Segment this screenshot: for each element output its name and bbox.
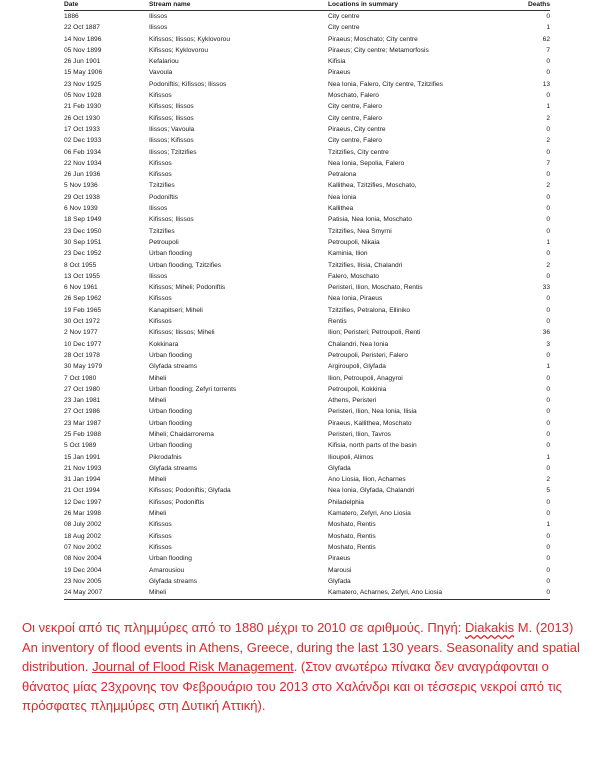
cell-stream-name: Tzitzifies bbox=[149, 227, 175, 235]
cell-locations: Moschato, Falero bbox=[328, 92, 379, 100]
cell-locations: Philadelphia bbox=[328, 498, 364, 506]
table-row bbox=[64, 327, 550, 338]
table-row bbox=[64, 576, 550, 587]
cell-deaths: 0 bbox=[546, 58, 550, 66]
table-row bbox=[64, 67, 550, 78]
cell-date: 1886 bbox=[64, 13, 79, 20]
cell-date: 26 Jun 1936 bbox=[64, 171, 101, 179]
cell-deaths: 0 bbox=[546, 397, 550, 405]
table-row bbox=[64, 316, 550, 327]
cell-date: 5 Oct 1989 bbox=[64, 442, 97, 450]
cell-stream-name: Miheli; Chaidarrorema bbox=[149, 430, 214, 438]
cell-stream-name: Vavoula bbox=[149, 69, 173, 77]
header-date: Date bbox=[64, 1, 79, 8]
cell-deaths: 0 bbox=[546, 374, 550, 382]
cell-locations: Petralona bbox=[328, 171, 357, 179]
cell-stream-name: Miheli bbox=[149, 374, 167, 382]
cell-locations: Nea Ionia, Falero, City centre, Tzitzifies bbox=[328, 80, 443, 88]
cell-date: 31 Jan 1994 bbox=[64, 476, 101, 484]
cell-locations: Ilion, Petroupoli, Anagyroi bbox=[328, 374, 403, 382]
cell-stream-name: Kifissos bbox=[149, 532, 172, 540]
cell-stream-name: Ilissos; Kifissos bbox=[149, 137, 194, 145]
cell-locations: Peristeri, Ilion, Tavros bbox=[328, 430, 391, 438]
cell-date: 17 Oct 1933 bbox=[64, 125, 100, 133]
table-row bbox=[64, 553, 550, 564]
cell-deaths: 0 bbox=[546, 272, 550, 280]
cell-locations: Glyfada bbox=[328, 577, 351, 585]
cell-stream-name: Kifissos; Ilissos; Miheli bbox=[149, 329, 215, 337]
table-row bbox=[64, 147, 550, 158]
table-row bbox=[64, 34, 550, 45]
cell-date: 30 Sep 1951 bbox=[64, 238, 102, 246]
table-row bbox=[64, 203, 550, 214]
cell-date: 15 Jan 1991 bbox=[64, 453, 101, 461]
table-row bbox=[64, 180, 550, 191]
cell-deaths: 1 bbox=[546, 453, 550, 461]
cell-date: 27 Oct 1980 bbox=[64, 385, 100, 393]
table-row bbox=[64, 169, 550, 180]
table-row bbox=[64, 542, 550, 553]
cell-locations: Piraeus; Moschato; City centre bbox=[328, 35, 418, 43]
cell-deaths: 0 bbox=[546, 125, 550, 133]
cell-stream-name: Glyfada streams bbox=[149, 363, 198, 371]
cell-deaths: 0 bbox=[546, 385, 550, 393]
table-row bbox=[64, 519, 550, 530]
cell-date: 5 Nov 1936 bbox=[64, 182, 98, 190]
caption-text-part-1: Οι νεκροί από τις πλημμύρες από το 1880 μέχρι το 2010 σε αριθμούς. Πηγή: bbox=[22, 620, 465, 635]
cell-stream-name: Miheli bbox=[149, 476, 167, 484]
cell-date: 06 Feb 1934 bbox=[64, 148, 102, 156]
table-row bbox=[64, 260, 550, 271]
cell-date: 8 Oct 1955 bbox=[64, 261, 97, 269]
cell-locations: Kallithea bbox=[328, 205, 354, 213]
header-stream-name: Stream name bbox=[149, 1, 191, 8]
cell-date: 23 Jan 1981 bbox=[64, 397, 101, 405]
cell-date: 23 Dec 1950 bbox=[64, 227, 102, 235]
cell-stream-name: Miheli bbox=[149, 510, 167, 518]
cell-date: 21 Oct 1994 bbox=[64, 487, 100, 495]
cell-date: 14 Nov 1896 bbox=[64, 35, 102, 43]
cell-locations: Moshato, Rentis bbox=[328, 543, 376, 551]
cell-date: 22 Nov 1934 bbox=[64, 159, 102, 167]
cell-deaths: 3 bbox=[546, 340, 550, 348]
cell-stream-name: Ilissos bbox=[149, 205, 168, 213]
cell-locations: Marousi bbox=[328, 566, 352, 574]
cell-locations: Petroupoli, Nikaia bbox=[328, 238, 380, 246]
caption-text-part-2: M. (2013) An inventory of flood events in Athens, Greece, during the last 130 years. Seasonality and spatial distribution. bbox=[22, 620, 580, 675]
cell-deaths: 2 bbox=[546, 114, 550, 122]
cell-date: 21 Feb 1930 bbox=[64, 103, 102, 111]
cell-stream-name: Kanapitseri; Miheli bbox=[149, 306, 203, 314]
cell-locations: Glyfada bbox=[328, 464, 351, 472]
table-row bbox=[64, 214, 550, 225]
cell-deaths: 2 bbox=[546, 476, 550, 484]
table-row bbox=[64, 350, 550, 361]
cell-locations: Peristeri, Ilion, Nea Ionia, Ilisia bbox=[328, 408, 417, 416]
cell-deaths: 0 bbox=[546, 306, 550, 314]
table-row bbox=[64, 361, 550, 372]
cell-deaths: 0 bbox=[546, 318, 550, 326]
table-row bbox=[64, 339, 550, 350]
cell-stream-name: Kifissos; Ilissos bbox=[149, 114, 194, 122]
table-row bbox=[64, 565, 550, 576]
table-row bbox=[64, 373, 550, 384]
cell-deaths: 0 bbox=[546, 171, 550, 179]
cell-date: 7 Oct 1980 bbox=[64, 374, 97, 382]
cell-deaths: 0 bbox=[546, 295, 550, 303]
cell-stream-name: Ilissos; Tzitzifies bbox=[149, 148, 197, 156]
cell-stream-name: Kifissos; Kyklovorou bbox=[149, 46, 208, 54]
cell-stream-name: Miheli bbox=[149, 397, 167, 405]
cell-stream-name: Ilissos bbox=[149, 13, 168, 20]
cell-deaths: 0 bbox=[546, 498, 550, 506]
table-row bbox=[64, 406, 550, 417]
cell-locations: Kamatero, Zefyri, Ano Liosia bbox=[328, 510, 411, 518]
table-row bbox=[64, 192, 550, 203]
cell-deaths: 5 bbox=[546, 487, 550, 495]
cell-date: 26 Mar 1998 bbox=[64, 510, 102, 518]
table-row bbox=[64, 237, 550, 248]
cell-stream-name: Urban flooding, Tzitzifies bbox=[149, 261, 222, 269]
cell-locations: Ano Liosia, Ilion, Acharnes bbox=[328, 476, 406, 484]
cell-locations: Patisia, Nea Ionia, Moschato bbox=[328, 216, 412, 224]
cell-stream-name: Urban flooding bbox=[149, 555, 192, 563]
cell-stream-name: Ilissos bbox=[149, 272, 168, 280]
cell-deaths: 1 bbox=[546, 521, 550, 529]
cell-deaths: 0 bbox=[546, 250, 550, 258]
cell-locations: Tzitzifies, Ilisia, Chalandri bbox=[328, 261, 403, 269]
cell-locations: Nea Ionia bbox=[328, 193, 357, 201]
cell-date: 24 May 2007 bbox=[64, 589, 103, 597]
table-row bbox=[64, 45, 550, 56]
table-row bbox=[64, 90, 550, 101]
cell-stream-name: Pikrodafnis bbox=[149, 453, 182, 461]
cell-deaths: 0 bbox=[546, 351, 550, 359]
cell-date: 19 Feb 1965 bbox=[64, 306, 102, 314]
cell-stream-name: Urban flooding bbox=[149, 408, 192, 416]
cell-stream-name: Kifissos; Ilissos; Kyklovorou bbox=[149, 35, 230, 43]
cell-locations: City centre, Falero bbox=[328, 103, 382, 111]
cell-deaths: 2 bbox=[546, 182, 550, 190]
cell-date: 23 Dec 1952 bbox=[64, 250, 102, 258]
table-row bbox=[64, 395, 550, 406]
cell-deaths: 0 bbox=[546, 532, 550, 540]
cell-locations: City centre bbox=[328, 24, 360, 32]
cell-date: 30 Oct 1972 bbox=[64, 318, 100, 326]
cell-date: 28 Oct 1978 bbox=[64, 351, 100, 359]
table-row bbox=[64, 474, 550, 485]
cell-stream-name: Podoniftis bbox=[149, 193, 178, 201]
cell-stream-name: Ilissos; Vavoula bbox=[149, 125, 195, 133]
cell-deaths: 1 bbox=[546, 103, 550, 111]
cell-locations: City centre bbox=[328, 13, 360, 20]
cell-locations: Petroupoli, Kokkinia bbox=[328, 385, 387, 393]
cell-deaths: 33 bbox=[542, 284, 550, 292]
table-row bbox=[64, 271, 550, 282]
cell-date: 6 Nov 1961 bbox=[64, 284, 98, 292]
cell-stream-name: Glyfada streams bbox=[149, 577, 198, 585]
cell-stream-name: Urban flooding bbox=[149, 419, 192, 427]
cell-deaths: 0 bbox=[546, 92, 550, 100]
table-row bbox=[64, 485, 550, 496]
cell-locations: Kallithea, Tzitzifies, Moschato, bbox=[328, 182, 417, 190]
table-row bbox=[64, 158, 550, 169]
cell-deaths: 0 bbox=[546, 193, 550, 201]
cell-stream-name: Kefalariou bbox=[149, 58, 179, 66]
cell-date: 21 Nov 1993 bbox=[64, 464, 102, 472]
cell-deaths: 0 bbox=[546, 216, 550, 224]
cell-date: 18 Sep 1949 bbox=[64, 216, 102, 224]
cell-locations: Nea Ionia, Glyfada, Chalandri bbox=[328, 487, 415, 495]
cell-date: 26 Sep 1962 bbox=[64, 295, 102, 303]
cell-deaths: 0 bbox=[546, 69, 550, 77]
table-row bbox=[64, 248, 550, 259]
cell-deaths: 0 bbox=[546, 227, 550, 235]
cell-locations: Kifisia, north parts of the basin bbox=[328, 442, 417, 450]
cell-locations: Piraeus bbox=[328, 555, 351, 563]
table-row bbox=[64, 226, 550, 237]
cell-locations: Nea Ionia, Piraeus bbox=[328, 295, 383, 303]
cell-deaths: 0 bbox=[546, 589, 550, 597]
header-locations: Locations in summary bbox=[328, 1, 398, 8]
cell-locations: Moshato, Rentis bbox=[328, 521, 376, 529]
table-row bbox=[64, 113, 550, 124]
cell-stream-name: Kifissos; Ilissos bbox=[149, 216, 194, 224]
table-row bbox=[64, 79, 550, 90]
cell-stream-name: Kifissos bbox=[149, 159, 172, 167]
cell-date: 12 Dec 1997 bbox=[64, 498, 102, 506]
cell-date: 07 Nov 2002 bbox=[64, 543, 102, 551]
table-row bbox=[64, 508, 550, 519]
caption-text-part-3: . (Στον ανωτέρω πίνακα δεν αναγράφονται ο θάνατος μίας 23χρονης τον Φεβρουάριο του 2013 στο Χαλάνδρι και οι τέσσερις νεκροί από τις πρόσφατες πλημμύρες στη Δυτική Αττική). bbox=[22, 659, 562, 714]
cell-deaths: 0 bbox=[546, 566, 550, 574]
cell-stream-name: Miheli bbox=[149, 589, 167, 597]
cell-deaths: 1 bbox=[546, 24, 550, 32]
journal-link[interactable]: Journal of Flood Risk Management bbox=[92, 659, 294, 675]
cell-locations: Tzitzifies, City centre bbox=[328, 148, 389, 156]
cell-deaths: 0 bbox=[546, 419, 550, 427]
cell-date: 15 May 1906 bbox=[64, 69, 103, 77]
cell-stream-name: Kifissos bbox=[149, 171, 172, 179]
cell-locations: Piraeus, Kallithea, Moschato bbox=[328, 419, 412, 427]
cell-date: 23 Mar 1987 bbox=[64, 419, 102, 427]
cell-locations: Falero, Moschato bbox=[328, 272, 379, 280]
table-row bbox=[64, 11, 550, 22]
cell-date: 6 Nov 1939 bbox=[64, 205, 98, 213]
cell-deaths: 0 bbox=[546, 205, 550, 213]
cell-deaths: 0 bbox=[546, 430, 550, 438]
cell-date: 02 Dec 1933 bbox=[64, 137, 102, 145]
cell-locations: Tzitzifies, Nea Smyrni bbox=[328, 227, 392, 235]
table-body bbox=[64, 11, 550, 600]
cell-deaths: 7 bbox=[546, 46, 550, 54]
cell-stream-name: Glyfada streams bbox=[149, 464, 198, 472]
cell-date: 29 Oct 1938 bbox=[64, 193, 100, 201]
cell-stream-name: Kifissos bbox=[149, 295, 172, 303]
cell-locations: Rentis bbox=[328, 318, 347, 326]
cell-deaths: 0 bbox=[546, 464, 550, 472]
cell-date: 25 Feb 1988 bbox=[64, 430, 102, 438]
cell-stream-name: Ilissos bbox=[149, 24, 168, 32]
cell-deaths: 36 bbox=[542, 329, 550, 337]
cell-locations: Athens, Peristeri bbox=[328, 397, 377, 405]
table-header bbox=[64, 1, 550, 11]
cell-locations: Peristeri, Ilion, Moschato, Rentis bbox=[328, 284, 423, 292]
cell-locations: Nea Ionia, Sepolia, Falero bbox=[328, 159, 405, 167]
cell-locations: Kifisia bbox=[328, 58, 346, 66]
table-row bbox=[64, 22, 550, 33]
cell-locations: Chalandri, Nea Ionia bbox=[328, 340, 389, 348]
table-row bbox=[64, 440, 550, 451]
cell-locations: Ilion; Peristeri; Petroupoli, Renti bbox=[328, 329, 421, 337]
cell-date: 13 Oct 1955 bbox=[64, 272, 100, 280]
cell-date: 18 Aug 2002 bbox=[64, 532, 102, 540]
cell-stream-name: Kifissos; Ilissos bbox=[149, 103, 194, 111]
table-row bbox=[64, 124, 550, 135]
cell-date: 08 July 2002 bbox=[64, 521, 102, 529]
flood-events-table bbox=[64, 1, 550, 600]
table-row bbox=[64, 282, 550, 293]
table-row bbox=[64, 305, 550, 316]
cell-deaths: 0 bbox=[546, 555, 550, 563]
table-row bbox=[64, 452, 550, 463]
cell-locations: Petroupoli, Peristeri, Falero bbox=[328, 351, 408, 359]
cell-date: 05 Nov 1928 bbox=[64, 92, 102, 100]
cell-stream-name: Kifissos; Podoniftis; Glyfada bbox=[149, 487, 231, 495]
cell-deaths: 62 bbox=[542, 35, 550, 43]
cell-deaths: 0 bbox=[546, 510, 550, 518]
cell-deaths: 7 bbox=[546, 159, 550, 167]
cell-stream-name: Kifissos bbox=[149, 543, 172, 551]
cell-locations: City centre, Falero bbox=[328, 137, 382, 145]
cell-stream-name: Urban flooding; Zefyri torrents bbox=[149, 385, 237, 393]
cell-date: 27 Oct 1986 bbox=[64, 408, 100, 416]
cell-deaths: 0 bbox=[546, 408, 550, 416]
cell-stream-name: Urban flooding bbox=[149, 442, 192, 450]
cell-date: 23 Nov 2005 bbox=[64, 577, 102, 585]
table-row bbox=[64, 587, 550, 598]
cell-stream-name: Kifissos bbox=[149, 92, 172, 100]
cell-locations: Piraeus; City centre; Metamorfosis bbox=[328, 46, 429, 54]
cell-locations: Kaminia, Ilion bbox=[328, 250, 368, 258]
table-row bbox=[64, 293, 550, 304]
figure-caption bbox=[22, 618, 582, 716]
cell-locations: City centre, Falero bbox=[328, 114, 382, 122]
cell-deaths: 1 bbox=[546, 238, 550, 246]
cell-date: 08 Nov 2004 bbox=[64, 555, 102, 563]
cell-deaths: 2 bbox=[546, 137, 550, 145]
cell-locations: Piraeus, City centre bbox=[328, 125, 386, 133]
cell-locations: Kamatero, Acharnes, Zefyri, Ano Liosia bbox=[328, 589, 442, 597]
cell-locations: Ilioupoli, Alimos bbox=[328, 453, 374, 461]
table-row bbox=[64, 56, 550, 67]
cell-date: 26 Jun 1901 bbox=[64, 58, 101, 66]
cell-deaths: 0 bbox=[546, 577, 550, 585]
cell-stream-name: Urban flooding bbox=[149, 250, 192, 258]
cell-locations: Tzitzifies, Petralona, Elliniko bbox=[328, 306, 411, 314]
cell-deaths: 13 bbox=[542, 80, 550, 88]
table-row bbox=[64, 497, 550, 508]
cell-locations: Piraeus bbox=[328, 69, 351, 77]
cell-deaths: 0 bbox=[546, 148, 550, 156]
cell-date: 23 Nov 1925 bbox=[64, 80, 102, 88]
cell-stream-name: Amarousiou bbox=[149, 566, 185, 574]
cell-stream-name: Kifissos bbox=[149, 318, 172, 326]
cell-stream-name: Kifissos; Podoniftis bbox=[149, 498, 205, 506]
table-row bbox=[64, 531, 550, 542]
table-row bbox=[64, 429, 550, 440]
table-row bbox=[64, 463, 550, 474]
cell-stream-name: Kifissos; Miheli; Podoniftis bbox=[149, 284, 226, 292]
cell-date: 19 Dec 2004 bbox=[64, 566, 102, 574]
cell-deaths: 2 bbox=[546, 261, 550, 269]
cell-stream-name: Kokkinara bbox=[149, 340, 179, 348]
author-link[interactable]: Diakakis bbox=[464, 620, 515, 635]
cell-stream-name: Petroupoli bbox=[149, 238, 179, 246]
cell-date: 05 Nov 1899 bbox=[64, 46, 102, 54]
table-row bbox=[64, 101, 550, 112]
cell-stream-name: Tzitzifies bbox=[149, 182, 175, 190]
cell-stream-name: Urban flooding bbox=[149, 351, 192, 359]
cell-deaths: 0 bbox=[546, 442, 550, 450]
cell-deaths: 0 bbox=[546, 543, 550, 551]
header-deaths: Deaths bbox=[528, 1, 550, 8]
cell-stream-name: Podoniftis; Kifissos; Ilissos bbox=[149, 80, 227, 88]
cell-locations: Argiroupoli, Glyfada bbox=[328, 363, 386, 371]
cell-deaths: 0 bbox=[546, 13, 550, 20]
cell-locations: Moshato, Rentis bbox=[328, 532, 376, 540]
cell-date: 26 Oct 1930 bbox=[64, 114, 100, 122]
cell-date: 30 May 1979 bbox=[64, 363, 103, 371]
cell-date: 2 Nov 1977 bbox=[64, 329, 98, 337]
cell-date: 10 Dec 1977 bbox=[64, 340, 102, 348]
cell-deaths: 1 bbox=[546, 363, 550, 371]
table-row bbox=[64, 135, 550, 146]
table-row bbox=[64, 418, 550, 429]
cell-date: 22 Oct 1887 bbox=[64, 24, 100, 32]
table-row bbox=[64, 384, 550, 395]
cell-stream-name: Kifissos bbox=[149, 521, 172, 529]
